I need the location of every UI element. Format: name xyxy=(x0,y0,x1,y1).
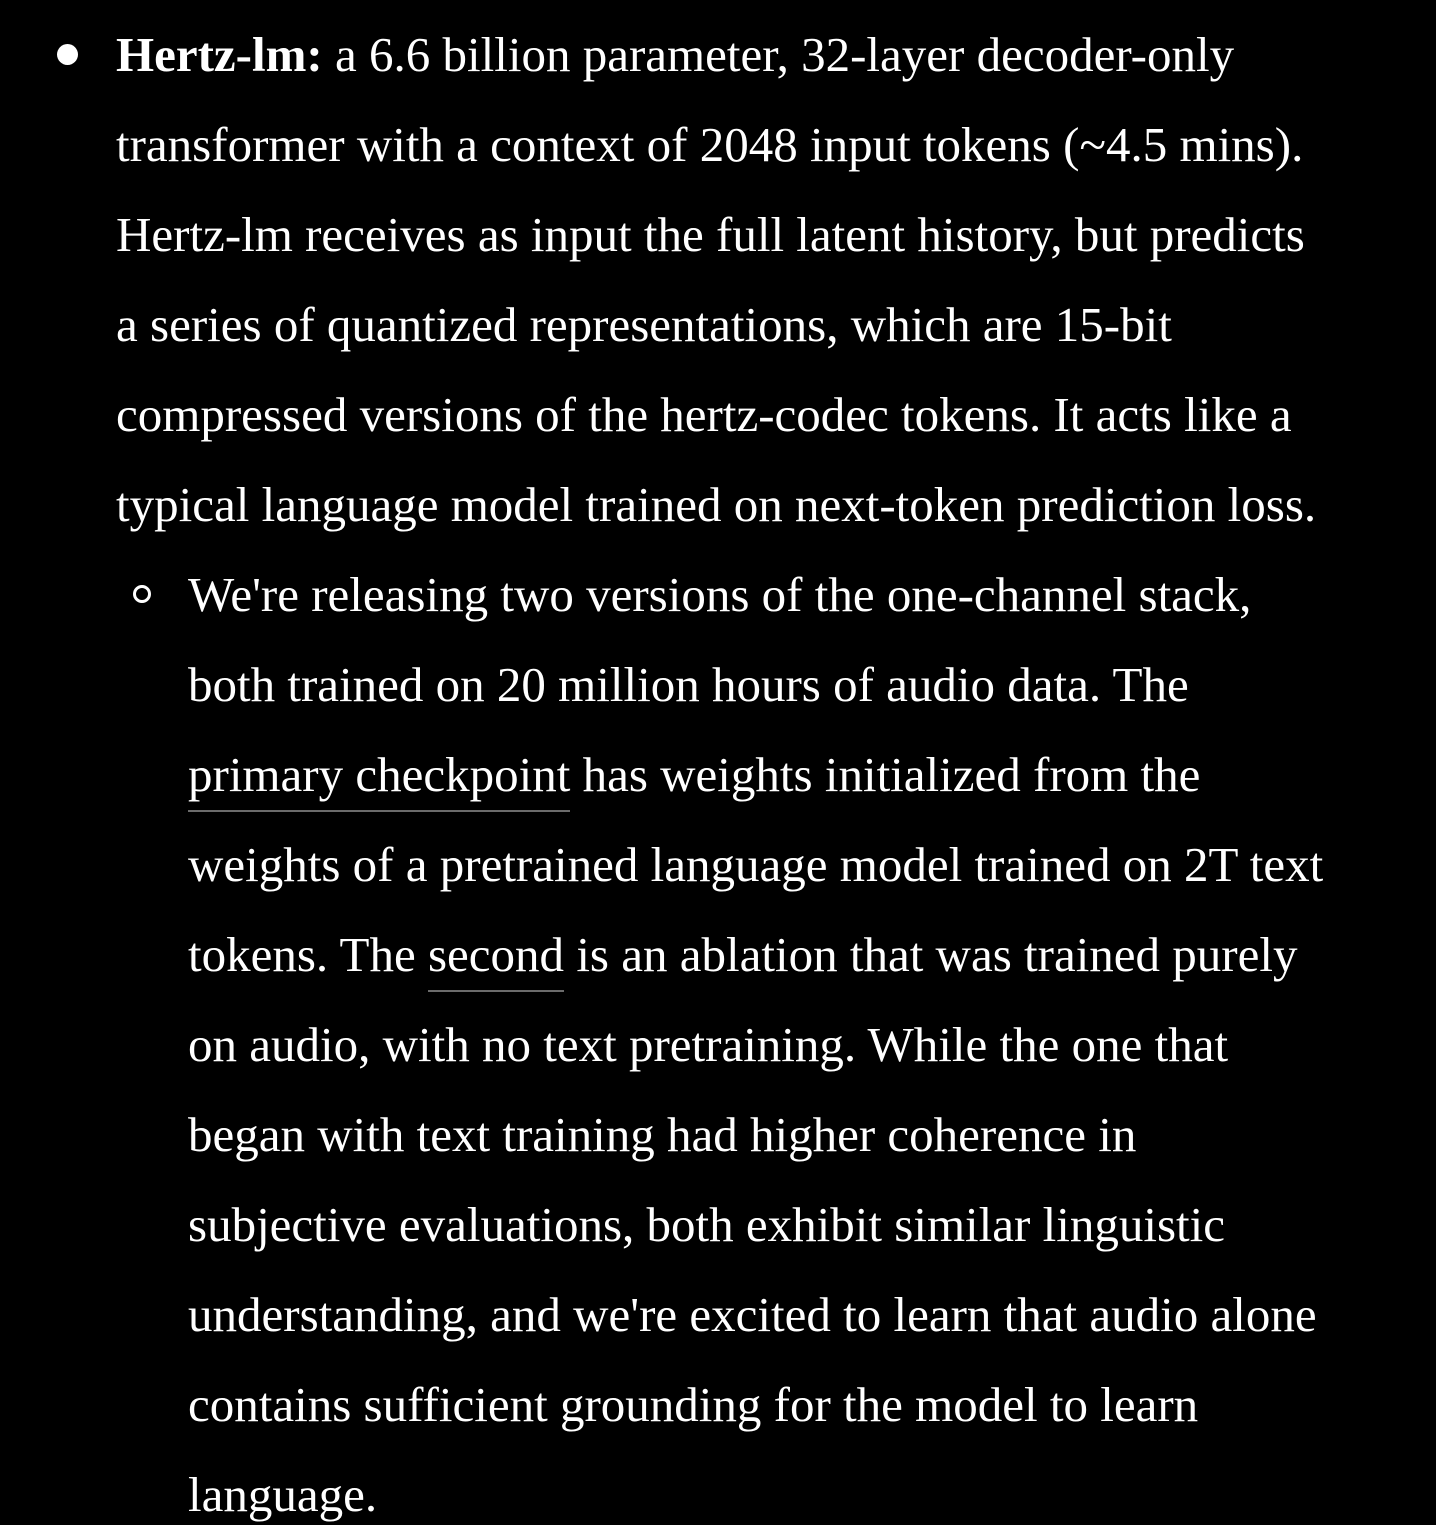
subitem1-line-2: both trained on 20 million hours of audio data. The xyxy=(188,657,1189,712)
bullet-disc-icon xyxy=(57,44,78,65)
subitem1-line-1: We're releasing two versions of the one-channel stack, xyxy=(188,567,1252,622)
item1-term: Hertz-lm: xyxy=(116,27,323,82)
item1-line-5: compressed versions of the hertz-codec tokens. It acts like a xyxy=(116,387,1292,442)
subitem1-line-11: language. xyxy=(188,1467,378,1522)
subitem1-line-3-text: has weights initialized from the xyxy=(570,747,1201,802)
subitem1-line-3 xyxy=(188,745,1200,805)
item1-line-3: Hertz-lm receives as input the full latent history, but predicts xyxy=(116,207,1305,262)
second-checkpoint-link[interactable]: second xyxy=(428,927,564,992)
primary-checkpoint-link[interactable]: primary checkpoint xyxy=(188,747,570,812)
subitem1-line-8: subjective evaluations, both exhibit similar linguistic xyxy=(188,1197,1225,1252)
subitem1-line-10: contains sufficient grounding for the model to learn xyxy=(188,1377,1199,1432)
subitem1-line-5-pre: tokens. The xyxy=(188,927,428,982)
subitem1-line-6: on audio, with no text pretraining. While the one that xyxy=(188,1017,1229,1072)
subitem1-line-5-rest: is an ablation that was trained purely xyxy=(564,927,1298,982)
item1-line-1 xyxy=(116,25,1234,85)
item1-line-6: typical language model trained on next-token prediction loss. xyxy=(116,477,1317,532)
item1-line-4: a series of quantized representations, which are 15-bit xyxy=(116,297,1172,352)
subitem1-line-7: began with text training had higher coherence in xyxy=(188,1107,1137,1162)
subitem1-line-4: weights of a pretrained language model trained on 2T text xyxy=(188,837,1324,892)
subitem1-line-5 xyxy=(188,925,1297,985)
item1-text: a 6.6 billion parameter, 32-layer decoder-only xyxy=(322,27,1235,82)
item1-line-2: transformer with a context of 2048 input tokens (~4.5 mins). xyxy=(116,117,1304,172)
subitem1-line-9: understanding, and we're excited to learn that audio alone xyxy=(188,1287,1317,1342)
bullet-circle-icon xyxy=(133,585,151,603)
